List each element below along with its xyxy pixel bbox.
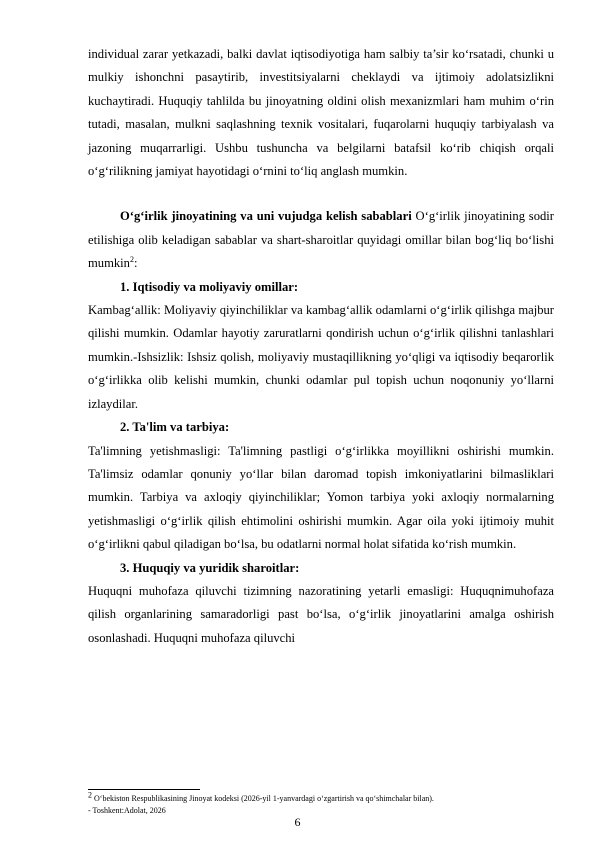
- heading-economic: 1. Iqtisodiy va moliyaviy omillar:: [120, 279, 299, 294]
- heading-legal: 3. Huquqiy va yuridik sharoitlar:: [120, 560, 300, 575]
- body-text: [88, 43, 554, 650]
- section-intro-colon: :: [133, 256, 138, 271]
- section-title: O‘g‘irlik jinoyatining va uni vujudga kelish sabablari: [120, 209, 412, 224]
- footnote-reference[interactable]: 2: [129, 255, 134, 265]
- paragraph-causes: [88, 205, 554, 275]
- footnote-line-1: [88, 790, 558, 805]
- paragraph-gap: [88, 183, 554, 205]
- footnote-divider: [88, 789, 200, 790]
- section-intro-text: O‘g‘irlik jinoyatining sodir etilishiga olib keladigan sabablar va shart-sharoitlar quyidagi omillar bilan bog‘liq bo‘lishi mumkin: [88, 209, 554, 271]
- paragraph-education: Ta'limning yetishmasligi: Ta'limning pastligi o‘g‘irlikka moyillikni oshirishi mumkin. Ta'limsiz odamlar qonuniy yo‘llar bilan daromad topish imkoniyatlarini bilmasliklari mumkin. Tarbiya va axloqiy qiyinchiliklar; Yomon tarbiya yoki axloqiy normalarning yetishmasligi o‘g‘irlik qilish ehtimolini oshirishi mumkin. Agar oila yoki ijtimoiy muhit o‘g‘irlikni qabul qiladigan bo‘lsa, bu odatlarni normal holat sifatida ko‘rish mumkin.: [88, 443, 554, 552]
- heading-education: 2. Ta'lim va tarbiya:: [120, 420, 230, 435]
- paragraph-legal: Huquqni muhofaza qiluvchi tizimning nazoratining yetarli emasligi: Huquqnimuhofaza qilish organlarining samaradorligi past bo‘lsa, o‘g‘irlik jinoyatlarini amalga oshirish osonlashadi. Huquqni muhofaza qiluvchi: [88, 583, 554, 645]
- paragraph-economic: Kambag‘allik: Moliyaviy qiyinchiliklar va kambag‘allik odamlarni o‘g‘irlik qilishga majbur qilishi mumkin. Odamlar hayotiy zaruratlarni qondirish uchun o‘g‘irlik qilishni tanlashlari mumkin.-Ishsizlik: Ishsiz qolish, moliyaviy mustaqillikning yo‘qligi va iqtisodiy beqarorlik o‘g‘irlikka olib kelishi mumkin, chunki odamlar pul topish uchun noqonuniy yo‘llarni izlaydilar.: [88, 303, 554, 411]
- footnote: [88, 790, 558, 817]
- paragraph-intro: individual zarar yetkazadi, balki davlat iqtisodiyotiga ham salbiy ta’sir ko‘rsatadi, chunki u mulkiy ishonchni pasaytirib, investitsiyalarni cheklaydi va ijtimoiy adolatsizlikni kuchaytiradi. Huquqiy tahlilda bu jinoyatning oldini olish mexanizmlari ham muhim o‘rin tutadi, masalan, mulkni saqlashning texnik vositalari, fuqarolarni huquqiy tarbiyalash va jazoning muqarrarligi. Ushbu tushuncha va belgilarni batafsil ko‘rib chiqish orqali o‘g‘rilikning jamiyat hayotidagi o‘rnini to‘liq anglash mumkin.: [88, 47, 554, 179]
- footnote-number: 2: [88, 790, 92, 800]
- page-number: 6: [294, 815, 301, 829]
- footnote-line-2: - Toshkent:Adolat, 2026: [88, 806, 166, 815]
- footnote-text: O‘bekiston Respublikasining Jinoyat kodeksi (2026-yil 1-yanvardagi o‘zgartirish va qo‘shimchalar bilan).: [92, 794, 434, 803]
